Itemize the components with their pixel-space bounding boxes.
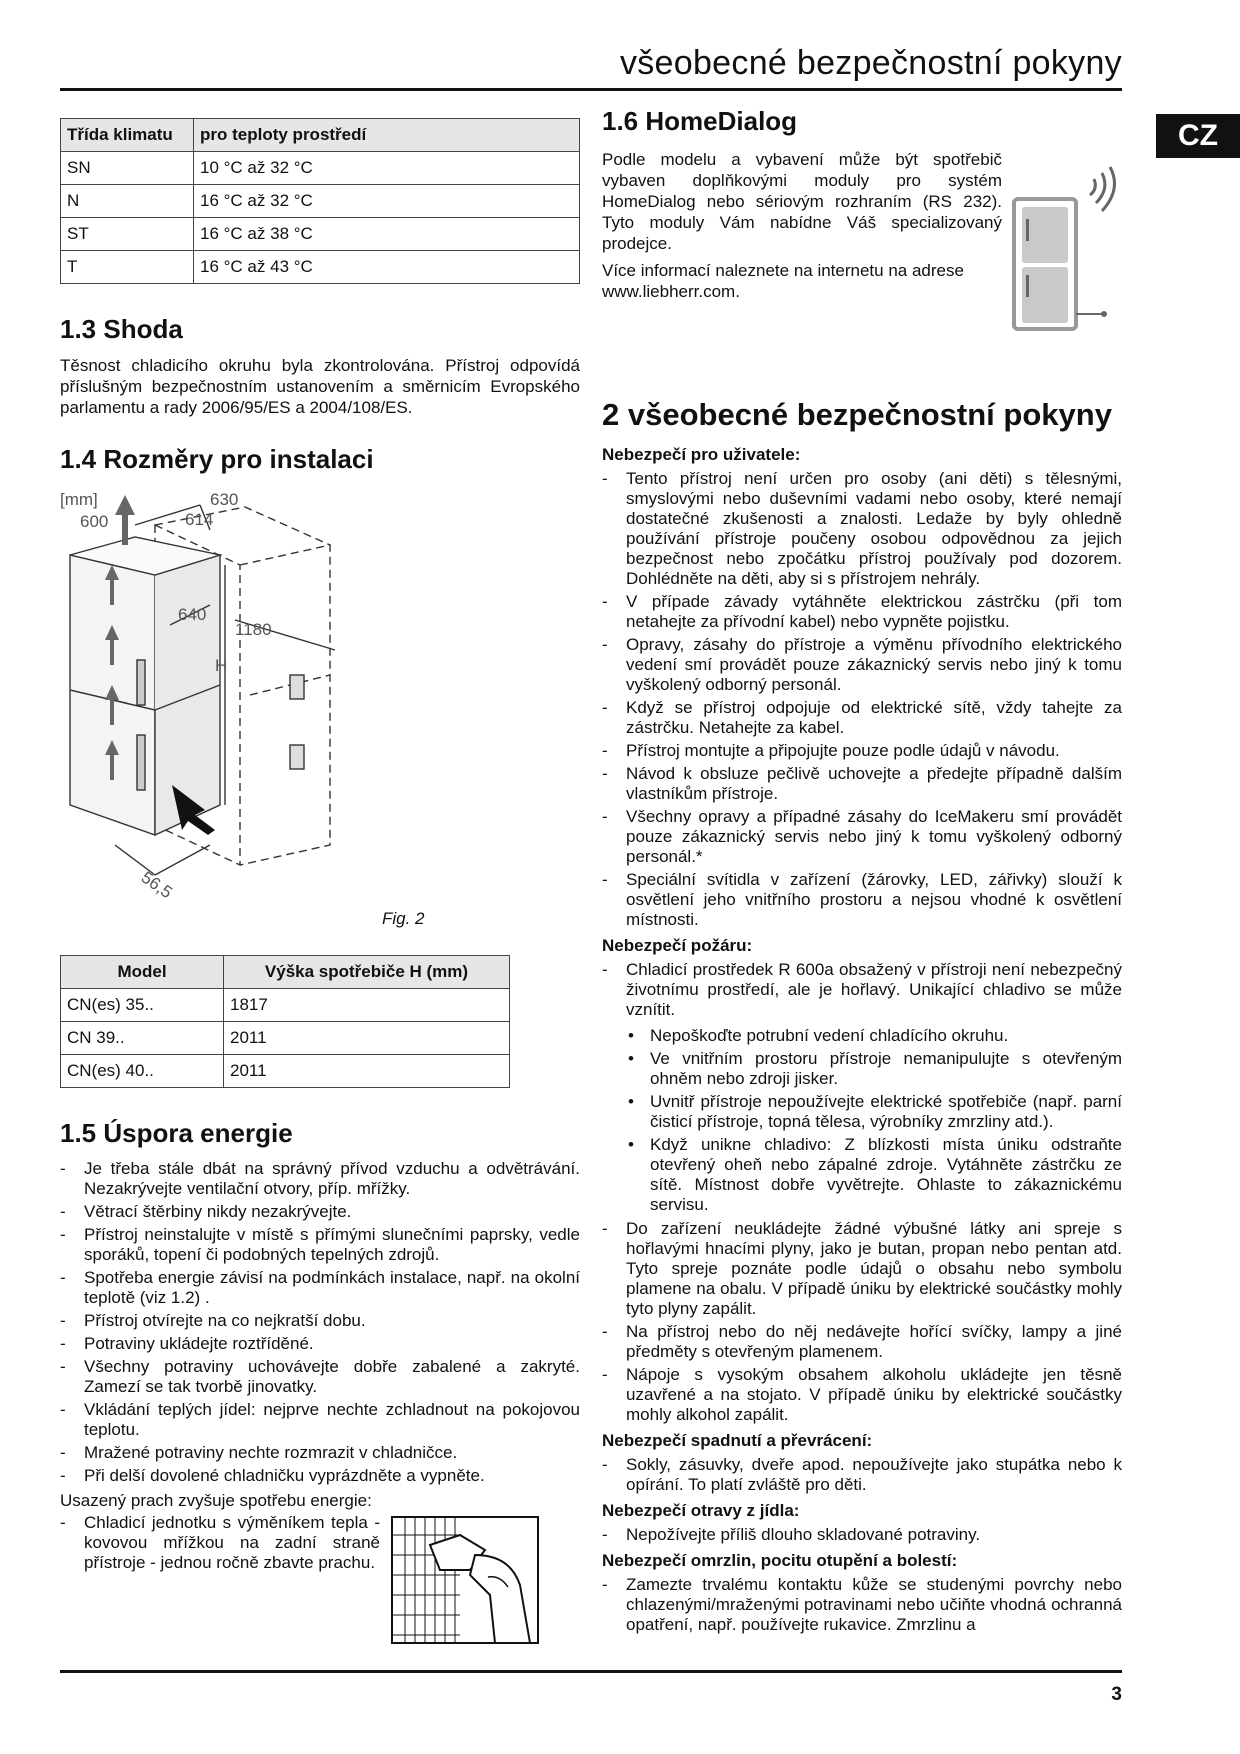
list-item: - Při delší dovolené chladničku vyprázdněte a vypněte. [60,1466,580,1486]
left-column [60,118,580,1645]
footer-rule [60,1670,1122,1673]
table-cell: ST [61,218,194,251]
list-item: - Na přístroj nebo do něj nedávejte hořící svíčky, lampy a jiné předměty s otevřeným plamenem. [602,1322,1122,1362]
page-number: 3 [1111,1684,1122,1705]
table-cell: 16 °C až 32 °C [194,185,580,218]
food-danger-heading: Nebezpečí otravy z jídla: [602,1501,800,1520]
users-danger-list [602,469,1122,930]
table-cell: CN(es) 40.. [61,1055,224,1088]
table-cell: 10 °C až 32 °C [194,152,580,185]
table-cell: CN 39.. [61,1022,224,1055]
homedialog-illustration [1002,149,1122,339]
frost-danger-heading: Nebezpečí omrzlin, pocitu otupění a bolestí: [602,1551,958,1570]
section-1-3-text: Těsnost chladicího okruhu byla zkontrolována. Přístroj odpovídá příslušným bezpečnostním ustanovením a směrnicím Evropského parlamentu a rady 2006/95/ES a 2004/108/ES. [60,356,580,417]
list-item: • Nepoškoďte potrubní vedení chladícího okruhu. [626,1026,1122,1046]
table-row [61,218,580,251]
climate-class-table [60,118,580,284]
section-1-3-title: 1.3 Shoda [60,314,183,344]
list-item: - Je třeba stále dbát na správný přívod vzduchu a odvětrávání. Nezakrývejte ventilační otvory, příp. mřížky. [60,1159,580,1199]
table-row [61,152,580,185]
list-item: • Ve vnitřním prostoru přístroje nemanipulujte s otevřeným ohněm nebo zdroji jisker. [626,1049,1122,1089]
list-item: - Všechny potraviny uchovávejte dobře zabalené a zakryté. Zamezí se tak tvorbě jinovatky. [60,1357,580,1397]
dust-cleaning-block [60,1513,580,1645]
list-item: - Do zařízení neukládejte žádné výbušné látky ani spreje s hořlavými hnacími plyny, jako je butan, propan nebo pentan atd. Tyto spreje poznáte podle údajů o obsahu nebo symbolu plamene na obalu. V případě úniku by elektrické součástky mohly tyto plyny zapálit. [602,1219,1122,1319]
table-row [61,1055,510,1088]
model-height-table [60,955,510,1088]
list-item: - Všechny opravy a případné zásahy do IceMakeru smí provádět pouze zákaznický servis nebo jiný k tomu vyškolený odborný personál.* [602,807,1122,867]
list-item: - Spotřeba energie závisí na podmínkách instalace, např. na okolní teplotě (viz 1.2) . [60,1268,580,1308]
list-item: - Mražené potraviny nechte rozmrazit v chladničce. [60,1443,580,1463]
svg-text:600: 600 [80,512,109,531]
section-1-5-title: 1.5 Úspora energie [60,1118,293,1148]
list-item: - Nápoje s vysokým obsahem alkoholu ukládejte jen těsně uzavřené a na stojato. V případě úniku by elektrické součástky mohly alkohol zapálit. [602,1365,1122,1425]
right-column [602,106,1122,1639]
table-cell: 2011 [224,1022,510,1055]
dust-list [60,1513,380,1641]
fire-danger-bullets [626,1026,1122,1215]
frost-danger-list [602,1575,1122,1635]
list-item: - Přístroj neinstalujte v místě s přímými slunečními paprsky, vedle sporáků, topení či podobných tepelných zdrojů. [60,1225,580,1265]
page-header-title: všeobecné bezpečnostní pokyny [619,44,1122,82]
svg-text:630: 630 [210,490,239,509]
language-tab: CZ [1156,114,1240,158]
food-danger-list [602,1525,1122,1545]
svg-text:614: 614 [185,510,214,529]
list-item: - Zamezte trvalému kontaktu kůže se studenými povrchy nebo chlazenými/mraženými potravinami nebo učiňte vhodná ochranná opatření, např. používejte rukavice. Zmrzlinu a [602,1575,1122,1635]
homedialog-text: Podle modelu a vybavení může být spotřebič vybaven doplňkovými moduly pro systém HomeDialog nebo sériovým rozhraním (RS 232). Tyto moduly Vám nabídne Váš specializovaný prodejce. [602,150,1002,253]
homedialog-block [602,149,1122,339]
homedialog-link-text: Více informací naleznete na internetu na adrese www.liebherr.com. [602,261,964,301]
table-row [61,185,580,218]
fire-danger-list [602,960,1122,1020]
table-row [61,989,510,1022]
header-rule [60,88,1122,91]
svg-text:[mm]: [mm] [60,490,98,509]
figure-caption: Fig. 2 [382,909,425,928]
section-2-title: 2 všeobecné bezpečnostní pokyny [602,397,1112,432]
list-item: - Větrací štěrbiny nikdy nezakrývejte. [60,1202,580,1222]
dust-intro: Usazený prach zvyšuje spotřebu energie: [60,1491,372,1510]
table-row [61,251,580,284]
table-header-row [61,119,580,152]
svg-text:1180: 1180 [235,620,272,639]
table-header-cell: pro teploty prostředí [194,119,580,152]
list-item: - Přístroj montujte a připojujte pouze podle údajů v návodu. [602,741,1122,761]
energy-saving-list [60,1159,580,1486]
list-item: - Vkládání teplých jídel: nejprve nechte zchladnout na pokojovou teplotu. [60,1400,580,1440]
table-header-cell: Výška spotřebiče H (mm) [224,956,510,989]
installation-dimensions-figure [60,485,580,945]
fall-danger-heading: Nebezpečí spadnutí a převrácení: [602,1431,873,1450]
table-row [61,1022,510,1055]
svg-text:56,5: 56,5 [137,867,176,903]
list-item: - Speciální svítidla v zařízení (žárovky, LED, zářivky) slouží k osvětlení jeho vnitřního prostoru a nejsou vhodné k osvětlení místnosti. [602,870,1122,930]
list-item: - Nepožívejte příliš dlouho skladované potraviny. [602,1525,1122,1545]
list-item: - Když se přístroj odpojuje od elektrické sítě, vždy tahejte za zástrčku. Netahejte za kabel. [602,698,1122,738]
condenser-cleaning-illustration [390,1515,540,1645]
list-item: - Návod k obsluze pečlivě uchovejte a předejte případně dalším vlastníkům přístroje. [602,764,1122,804]
table-cell: N [61,185,194,218]
table-cell: CN(es) 35.. [61,989,224,1022]
list-item: • Když unikne chladivo: Z blízkosti místa úniku odstraňte otevřený oheň nebo zápalné zdroje. Vytáhněte zástrčku ze sítě. Místnost dobře vyvětrejte. Ohlaste to zákaznickému servisu. [626,1135,1122,1215]
table-header-cell: Třída klimatu [61,119,194,152]
users-danger-heading: Nebezpečí pro uživatele: [602,445,801,464]
svg-text:640: 640 [178,605,207,624]
table-header-row [61,956,510,989]
list-item: • Uvnitř přístroje nepoužívejte elektrické spotřebiče (např. parní čisticí přístroje, topná tělesa, výrobníky zmrzliny atd.). [626,1092,1122,1132]
list-item: - Chladicí jednotku s výměníkem tepla - kovovou mřížkou na zadní straně přístroje - jednou ročně zbavte prachu. [60,1513,380,1573]
list-item: - Opravy, zásahy do přístroje a výměnu přívodního elektrického vedení smí provádět pouze zákaznický servis nebo jiný k tomu vyškolený odborný personál. [602,635,1122,695]
table-cell: 1817 [224,989,510,1022]
section-1-6-title: 1.6 HomeDialog [602,106,798,136]
table-cell: SN [61,152,194,185]
list-item: - Potraviny ukládejte roztříděné. [60,1334,580,1354]
fridge-dimension-drawing [60,485,580,905]
table-cell: 2011 [224,1055,510,1088]
fall-danger-list [602,1455,1122,1495]
fire-danger-heading: Nebezpečí požáru: [602,936,753,955]
table-cell: 16 °C až 43 °C [194,251,580,284]
section-1-4-title: 1.4 Rozměry pro instalaci [60,444,374,474]
list-item: - Přístroj otvírejte na co nejkratší dobu. [60,1311,580,1331]
list-item: - Chladicí prostředek R 600a obsažený v přístroji není nebezpečný životnímu prostředí, ale je hořlavý. Unikající chladivo se může vznítit. [602,960,1122,1020]
fire-danger-list-continued [602,1219,1122,1425]
table-cell: T [61,251,194,284]
list-item: - V případe závady vytáhněte elektrickou zástrčku (při tom netahejte za přívodní kabel) nebo vypněte pojistku. [602,592,1122,632]
list-item: - Sokly, zásuvky, dveře apod. nepoužívejte jako stupátka nebo k opírání. To platí zvláště pro děti. [602,1455,1122,1495]
table-cell: 16 °C až 38 °C [194,218,580,251]
table-header-cell: Model [61,956,224,989]
svg-text:H: H [215,656,228,675]
list-item: - Tento přístroj není určen pro osoby (ani děti) s tělesnými, smyslovými nebo duševními vadami nebo osoby, které nemají dostatečné zkušenosti a znalosti. Ledaže by byly ohledně používání přístroje poučeny osobou odpovědnou za jejich bezpečnost nebo zpočátku přístroj používaly pod dozorem. Dohlédněte na děti, aby si s přístrojem nehrály. [602,469,1122,589]
